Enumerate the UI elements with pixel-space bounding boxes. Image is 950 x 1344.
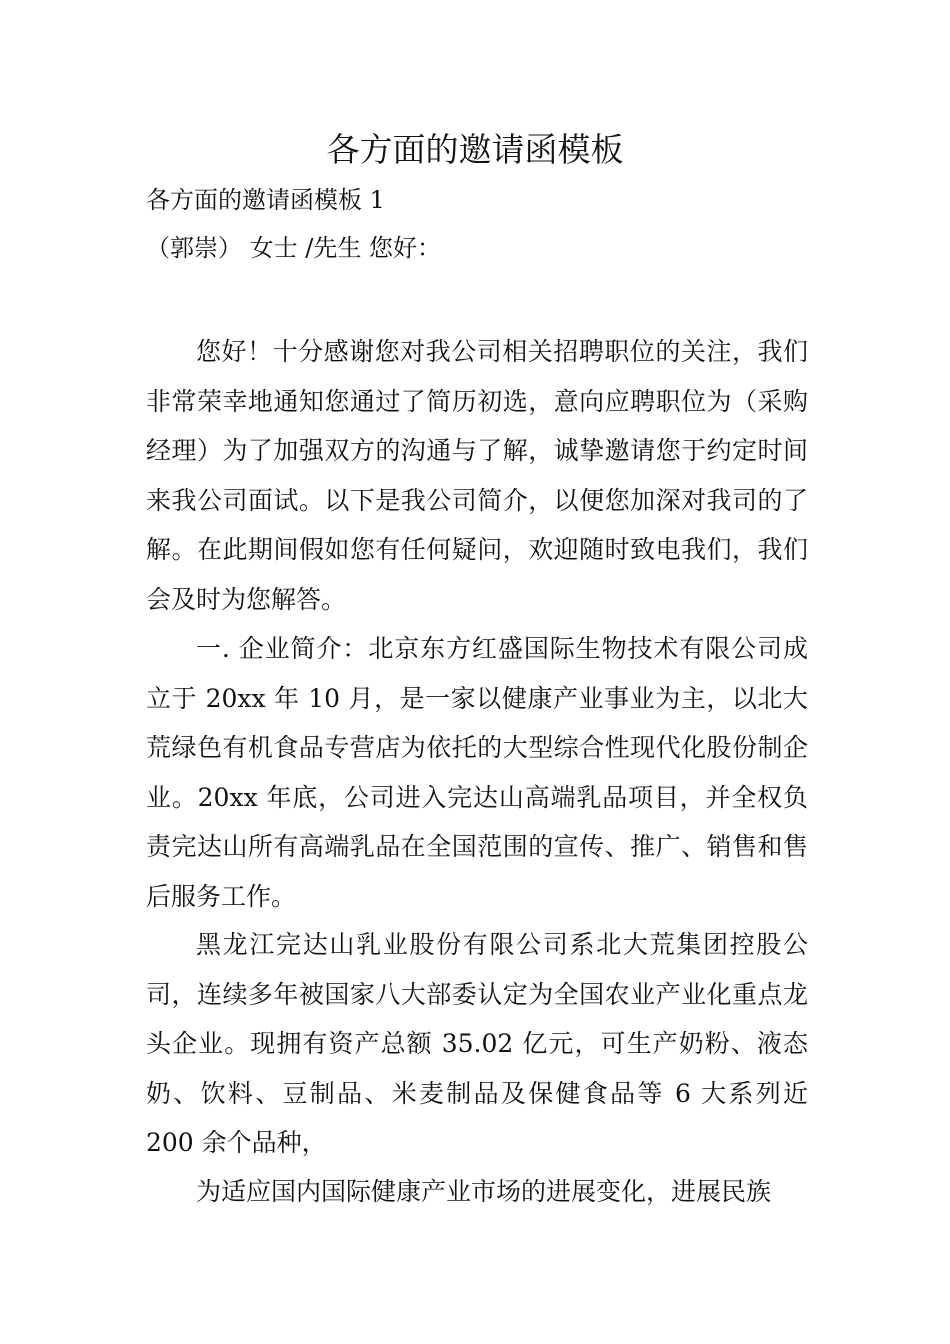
paragraph-4: 为适应国内国际健康产业市场的进展变化，进展民族	[196, 1177, 772, 1206]
document-title: 各方面的邀请函模板	[326, 130, 624, 169]
document-subtitle: 各方面的邀请函模板 1	[146, 186, 385, 214]
salutation: （郭崇） 女士 /先生 您好：	[146, 234, 441, 262]
paragraph-1: 您好！十分感谢您对我公司相关招聘职位的关注，我们非常荣幸地通知您通过了简历初选，意向应聘职位为（采购经理）为了加强双方的沟通与了解，诚挚邀请您于约定时间来我公司面试。以下是我公司简介，以便您加深对我司的了解。在此期间假如您有任何疑问，欢迎随时致电我们，我们会及时为您解答。	[146, 337, 808, 614]
paragraph-3: 黑龙江完达山乳业股份有限公司系北大荒集团控股公司，连续多年被国家八大部委认定为全国农业产业化重点龙头企业。现拥有资产总额 35.02 亿元，可生产奶粉、液态奶、饮料、豆制品、米麦制品及保健食品等 6 大系列近 200 余个品种，	[146, 930, 808, 1157]
paragraph-2: 一. 企业简介：北京东方红盛国际生物技术有限公司成立于 20xx 年 10 月，是一家以健康产业事业为主，以北大荒绿色有机食品专营店为依托的大型综合性现代化股份制企业。20xx 年底，公司进入完达山高端乳品项目，并全权负责完达山所有高端乳品在全国范围的宣传、推广、销售和售后服务工作。	[146, 634, 808, 911]
